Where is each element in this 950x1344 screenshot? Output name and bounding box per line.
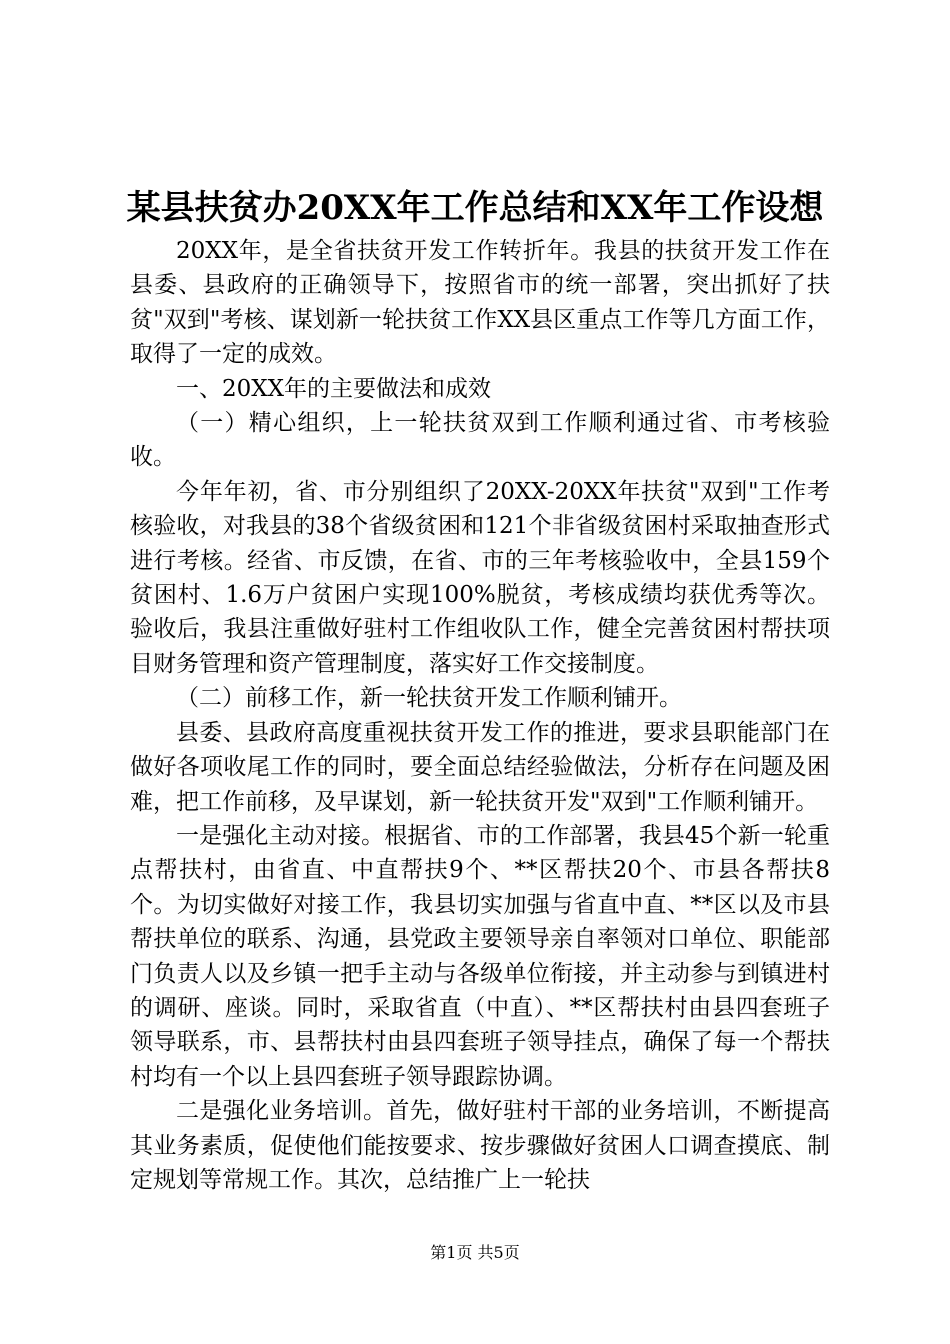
page-footer: 第1页 共5页 [430, 1243, 520, 1262]
paragraph: 二是强化业务培训。首先，做好驻村干部的业务培训，不断提高其业务素质，促使他们能按要求、按步骤做好贫困人口调查摸底、制定规划等常规工作。其次，总结推广上一轮扶 [130, 1098, 830, 1193]
subsection-heading: （二）前移工作，新一轮扶贫开发工作顺利铺开。 [176, 685, 682, 712]
paragraph: 今年年初，省、市分别组织了20XX-20XX年扶贫"双到"工作考核验收，对我县的38个省级贫困和121个非省级贫困村采取抽查形式进行考核。经省、市反馈，在省、市的三年考核验收中，全县159个贫困村、1.6万户贫困户实现100%脱贫，考核成绩均获优秀等次。验收后，我县注重做好驻村工作组收队工作，健全完善贫困村帮扶项目财务管理和资产管理制度，落实好工作交接制度。 [130, 478, 830, 677]
subsection-heading: （一）精心组织，上一轮扶贫双到工作顺利通过省、市考核验收。 [130, 410, 830, 471]
paragraph: 县委、县政府高度重视扶贫开发工作的推进，要求县职能部门在做好各项收尾工作的同时，要全面总结经验做法，分析存在问题及困难，把工作前移，及早谋划，新一轮扶贫开发"双到"工作顺利铺开。 [130, 719, 830, 815]
paragraph-intro: 20XX年，是全省扶贫开发工作转折年。我县的扶贫开发工作在县委、县政府的正确领导下，按照省市的统一部署，突出抓好了扶贫"双到"考核、谋划新一轮扶贫工作XX县区重点工作等几方面工作，取得了一定的成效。 [130, 238, 830, 368]
document-body [130, 234, 830, 1197]
paragraph: 一是强化主动对接。根据省、市的工作部署，我县45个新一轮重点帮扶村，由省直、中直帮扶9个、**区帮扶20个、市县各帮扶8个。为切实做好对接工作，我县切实加强与省直中直、**区以及市县帮扶单位的联系、沟通，县党政主要领导亲自率领对口单位、职能部门负责人以及乡镇一把手主动与各级单位衔接，并主动参与到镇进村的调研、座谈。同时，采取省直（中直）、**区帮扶村由县四套班子领导联系，市、县帮扶村由县四套班子领导挂点，确保了每一个帮扶村均有一个以上县四套班子领导跟踪协调。 [130, 822, 830, 1090]
document-title: 某县扶贫办20XX年工作总结和XX年工作设想 [126, 188, 824, 228]
section-heading: 一、20XX年的主要做法和成效 [176, 375, 492, 402]
